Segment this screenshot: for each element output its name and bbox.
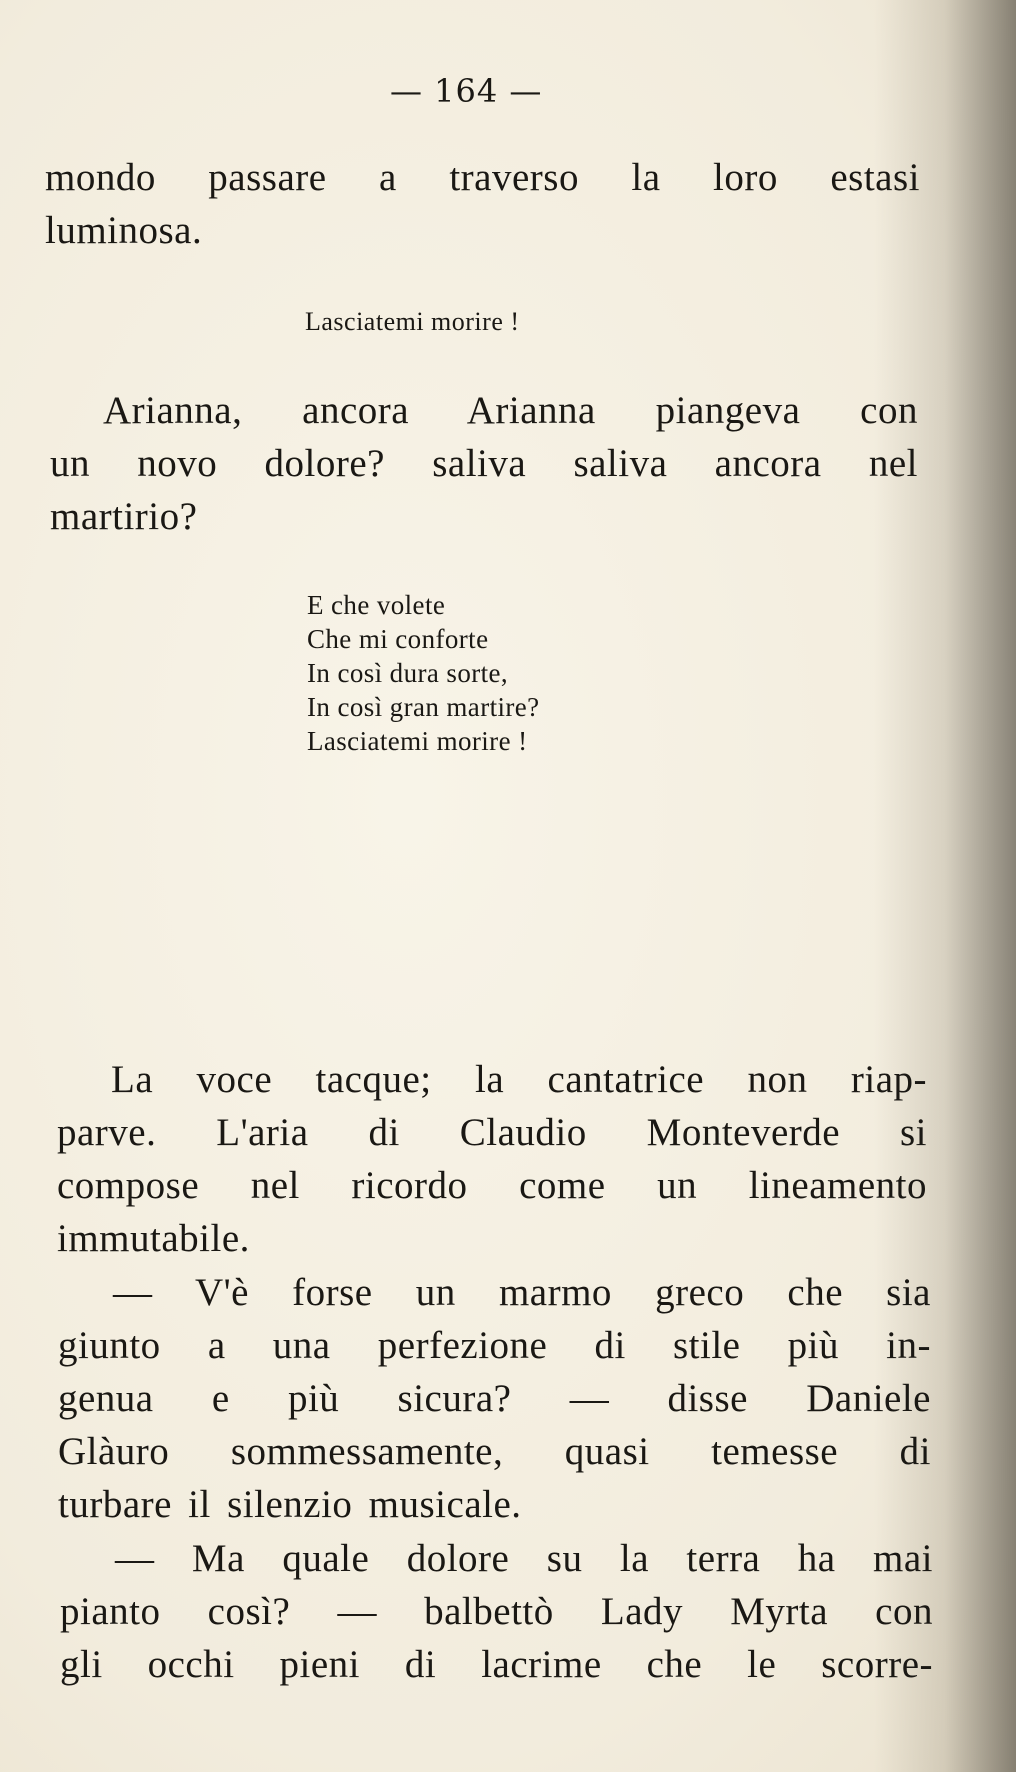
paragraph-4-line-2: giunto a una perfezione di stile più in- <box>58 1324 931 1367</box>
paragraph-4-line-3: genua e più sicura? — disse Daniele <box>58 1377 931 1420</box>
paragraph-5-line-3: gli occhi pieni di lacrime che le scorre- <box>60 1643 933 1686</box>
paragraph-4-line-1: — V'è forse un marmo greco che sia <box>113 1271 931 1314</box>
paragraph-2-line-3: martirio? <box>50 495 198 538</box>
verse-line-2: Che mi conforte <box>307 624 489 654</box>
verse-line-1: E che volete <box>307 590 446 620</box>
paragraph-3-line-4: immutabile. <box>57 1217 250 1260</box>
paragraph-1-line-2: luminosa. <box>45 209 203 252</box>
paragraph-4-line-5: turbare il silenzio musicale. <box>58 1483 522 1526</box>
paragraph-3-line-2: parve. L'aria di Claudio Monteverde si <box>57 1111 927 1154</box>
verse-line-3: In così dura sorte, <box>307 658 509 688</box>
verse-line-5: Lasciatemi morire ! <box>307 726 528 756</box>
paragraph-3-line-3: compose nel ricordo come un lineamento <box>57 1164 927 1207</box>
paragraph-5-line-2: pianto così? — balbettò Lady Myrta con <box>60 1590 933 1633</box>
epigraph: Lasciatemi morire ! <box>305 307 520 336</box>
verse-line-4: In così gran martire? <box>307 692 540 722</box>
paragraph-2-line-2: un novo dolore? saliva saliva ancora nel <box>50 442 918 485</box>
paragraph-3-line-1: La voce tacque; la cantatrice non riap- <box>111 1058 927 1101</box>
paragraph-1-line-1: mondo passare a traverso la loro estasi <box>45 156 920 199</box>
paragraph-2-line-1: Arianna, ancora Arianna piangeva con <box>103 389 918 432</box>
paragraph-4-line-4: Glàuro sommessamente, quasi temesse di <box>58 1430 931 1473</box>
page-number: — 164 — <box>390 72 543 110</box>
paragraph-5-line-1: — Ma quale dolore su la terra ha mai <box>115 1537 933 1580</box>
